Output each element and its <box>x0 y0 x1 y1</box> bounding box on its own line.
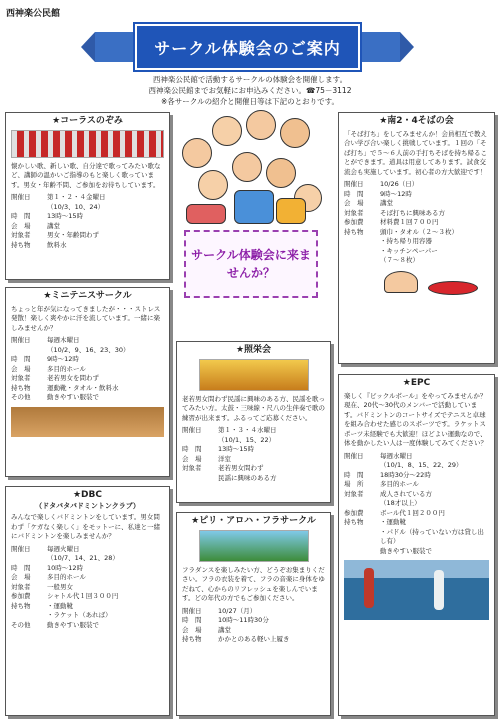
intro-line: ※各サークルの紹介と開催日等は下記のとおりです。 <box>161 97 339 106</box>
info-key: 対象者 <box>344 489 364 498</box>
info-key: 開催日 <box>344 451 364 460</box>
info-value: 頭巾・タオル（２～３枚） ・持ち帰り用容器 ・キッチンペーパー （７～８枚） <box>380 227 458 264</box>
chorus-photo <box>11 130 164 158</box>
info-value: 老若男女を問わず <box>47 374 99 382</box>
circle-desc: 懐かしい歌、新しい歌、自分達で歌ってみたい歌など、講師の温かいご指導のもと楽しく歌っています。男女・年齢不問、ご参加をお待ちしています。 <box>11 161 161 189</box>
info-value: 毎週木曜日 （10/2、9、16、23、30） <box>47 336 130 354</box>
info-value: 運動靴・タオル・飲料水 <box>47 383 119 392</box>
info-value: 動きやすい服装で <box>47 393 99 401</box>
circle-desc: みんなで楽しくバドミントンをしています。男女問わず「ケガなく楽しく」をモットーに、私達と一緒にバドミントンを楽しみませんか？ <box>11 513 161 540</box>
circle-title: ★DBC <box>72 490 102 500</box>
circle-subtitle: （ドタバタバドミントンクラブ） <box>35 501 140 510</box>
circle-title: ★コーラスのぞみ <box>52 116 123 126</box>
info-value: 第１・３・４水曜日 （10/1、15、22） <box>218 426 277 444</box>
info-key: 会 場 <box>182 454 202 463</box>
circle-info <box>11 336 164 403</box>
circle-title: ★ピリ・アロハ・フラサークル <box>191 516 316 526</box>
info-value: 成人されている方 （18才以上） <box>380 489 432 507</box>
info-key: 持ち物 <box>344 227 364 236</box>
info-value: 9時～12時 <box>380 189 412 198</box>
info-key: 参加費 <box>344 218 364 226</box>
info-key: 対象者 <box>182 464 202 472</box>
info-value: 毎週水曜日 （10/1、8、15、22、29） <box>380 451 463 469</box>
court-image <box>11 407 164 437</box>
info-key: 場 所 <box>344 480 364 488</box>
info-key: 参加費 <box>344 508 364 517</box>
org-name: 西神楽公民館 <box>6 9 61 19</box>
center-illustration <box>176 108 326 330</box>
info-value: 18時30分～22時 <box>380 470 431 479</box>
info-value: 講堂 <box>218 625 231 634</box>
circle-desc: ちょっと年が気になってきましたが・・・ストレス発散！楽しく爽やかに汗を流しています。一緒に楽しみませんか？ <box>11 304 161 332</box>
info-key: 時 間 <box>11 563 31 572</box>
circle-info <box>11 545 164 631</box>
shoeikai-photo <box>199 359 309 391</box>
info-key: 参加費 <box>11 592 31 600</box>
circle-title: ★南2・4そばの会 <box>379 116 454 126</box>
info-key: 会 場 <box>344 199 364 207</box>
info-key: 持ち物 <box>11 383 31 392</box>
info-key: 時 間 <box>11 355 31 363</box>
info-value: 洋室 <box>218 454 231 463</box>
people-illustration <box>176 108 326 226</box>
info-key: 会 場 <box>182 625 202 634</box>
circle-desc: 楽しく『ピックルボール』をやってみませんか？現在、20代～30代のメンバーで活動しています。バドミントンのコートサイズでテニスと卓球を組み合わせた感じのスポーツです。ラケットスポーツ未経験でも大歓迎！ほどよい運動なので、体を動かしたい人は一度体験してみてください？ <box>344 391 487 447</box>
info-value: 多目的ホール <box>47 573 86 581</box>
circle-info <box>344 452 489 557</box>
circle-info <box>344 180 489 266</box>
info-value: 一般男女 <box>47 582 73 591</box>
info-key: 開催日 <box>11 336 31 344</box>
info-key: 持ち物 <box>182 635 202 643</box>
circle-title: ★EPC <box>402 378 431 388</box>
circle-title: ★ミニテニスサークル <box>43 291 132 301</box>
circle-card-shoeikai <box>176 341 331 503</box>
circle-info <box>182 426 325 483</box>
circle-desc: 老若男女問わず民謡に興味のある方、民謡を歌ってみたい方。太鼓・三味線・尺八の生伴奏で歌の練習が出来ます。ふるってご応募ください。 <box>182 394 325 422</box>
page-title: サークル体験会のご案内 <box>135 24 360 70</box>
info-value: そば打ちに興味ある方 <box>380 208 445 217</box>
info-value: 多目的ホール <box>47 364 86 373</box>
info-key: 対象者 <box>11 582 31 591</box>
info-key: 時 間 <box>344 189 364 198</box>
info-key: 時 間 <box>344 470 364 479</box>
intro-text <box>110 74 390 107</box>
info-key: 開催日 <box>11 544 31 553</box>
info-value: 講堂 <box>380 199 393 207</box>
circle-desc: 「そば打ち」をしてみませんか！会員相互で教え合い学び合い楽しく挑戦しています。１回の「そば打ち」で５～６人前の手打ちそばを持ち帰ることができます。道具は用意してあります。試食交流会も実施しています。初心者の方大歓迎です！ <box>344 129 487 176</box>
info-value: 9時～12時 <box>47 355 79 363</box>
info-value: 多目的ホール <box>380 480 419 488</box>
info-value: 飲料水 <box>47 240 67 249</box>
info-key: 持ち物 <box>11 601 31 610</box>
circle-info <box>11 193 164 250</box>
info-value: 10時～12時 <box>47 563 84 572</box>
circle-card-soba <box>338 112 495 364</box>
info-value: ・運動靴 ・ラケット（あれば） <box>47 601 112 619</box>
info-key: 開催日 <box>11 193 31 201</box>
circle-card-epc <box>338 374 495 716</box>
info-key: 対象者 <box>344 208 364 217</box>
info-value: 男女・年齢問わず <box>47 231 99 239</box>
circle-card-hula <box>176 512 331 716</box>
info-value: 13時～15時 <box>218 445 255 453</box>
circle-desc: フラダンスを楽しみたい方、どうぞお集まりください。フラの衣装を着て、フラの音楽に身体をゆだねて、心からのリフレッシュを楽しんでいます。どの年代の方でもご参加ください。 <box>182 565 325 602</box>
info-value: ボール代１回２００円 <box>380 508 445 517</box>
circle-title: ★照栄会 <box>235 345 272 355</box>
info-value: 材料費１回７００円 <box>380 218 439 226</box>
info-key: 対象者 <box>11 231 31 239</box>
info-key: 対象者 <box>11 374 31 382</box>
soba-illustration <box>344 269 489 297</box>
info-value: 第１・２・４金曜日 （10/3、10、24） <box>47 193 106 211</box>
hula-photo <box>199 530 309 562</box>
info-value: 毎週火曜日 （10/7、14、21、28） <box>47 544 119 562</box>
info-value: 10時～11時30分 <box>218 616 269 624</box>
info-value: 老若男女問わず 民謡に興味のある方 <box>218 464 277 482</box>
info-key: 持ち物 <box>344 518 364 526</box>
info-key: 時 間 <box>182 445 202 453</box>
info-key: 会 場 <box>11 221 31 230</box>
info-value: 10/27（月） <box>218 606 257 615</box>
info-value: 動きやすい服装で <box>380 546 432 555</box>
info-value: 動きやすい服装で <box>47 620 99 629</box>
center-callout: サークル体験会に来ませんか？ <box>184 230 318 298</box>
info-value: ・運動靴 ・パドル（持っていない方は貸し出し有） <box>380 518 484 545</box>
pickleball-photo <box>344 560 489 620</box>
info-key: 開催日 <box>182 606 202 615</box>
info-value: 13時～15時 <box>47 212 84 220</box>
intro-line: 西神楽公民館までお気軽にお申込みください。☎75－3112 <box>148 86 352 95</box>
info-key: その他 <box>11 393 31 401</box>
circle-card-minitennis <box>5 287 170 477</box>
intro-line: 西神楽公民館で活動するサークルの体験会を開催します。 <box>152 75 348 84</box>
info-key: 会 場 <box>11 364 31 373</box>
info-key: 時 間 <box>182 616 202 624</box>
info-key: その他 <box>11 620 31 629</box>
info-key <box>344 547 378 557</box>
title-banner <box>95 24 400 70</box>
info-key: 開催日 <box>182 426 202 434</box>
info-key: 会 場 <box>11 573 31 581</box>
circle-card-dbc <box>5 486 170 716</box>
info-value: 10/26（日） <box>380 180 419 188</box>
info-key: 開催日 <box>344 180 364 188</box>
info-key: 持ち物 <box>11 240 31 249</box>
circle-info <box>182 607 325 645</box>
info-key: 時 間 <box>11 212 31 220</box>
info-value: 講堂 <box>47 221 60 230</box>
info-value: かかとのある軽い上履き <box>218 635 290 643</box>
circle-card-chorus <box>5 112 170 280</box>
info-value: シャトル代１回３００円 <box>47 592 119 600</box>
